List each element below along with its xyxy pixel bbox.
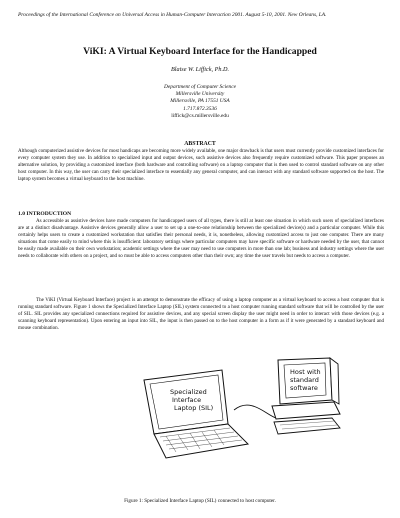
department: Department of Computer Science [163,84,236,90]
host-label-line-3: software [290,384,318,392]
affiliation-block [0,84,400,120]
phone: 1.717.872.3536 [183,105,217,112]
figure-caption: Figure 1: Specialized Interface Laptop (SIL) connected to host computer. [124,498,276,504]
city: Millersville, PA 17551 USA [170,98,230,105]
abstract-text: Although computerized assistive devices for most handicaps are becoming more widely available, one major drawback is that users must currently provide customized interfaces for every computer system they use. In addition to specialized input and output devices, such assistive devices also frequently require customized software. This paper proposes an alternative solution, by providing a customized interface (both hardware and controlling software) on a laptop computer that is then used to control standard software on any other host computer. In this way, the user can carry their specialized interface to essentially any general computer, and can interact with any standard software supported on the host. The laptop system becomes a virtual keyboard to the host machine. [18,148,384,182]
host-label-line-2: standard [290,376,319,384]
email: liffick@cs.millersville.edu [171,112,229,119]
host-label-line-1: Host with [290,368,321,376]
figure-1-illustration [126,352,346,462]
proceedings-header: Proceedings of the International Conference on Universal Access in Human-Computer Interaction 2001. August 5-10, 2001. New Orleans, LA. [18,12,327,18]
abstract-heading: ABSTRACT [184,141,216,147]
laptop-label-line-3: Laptop (SIL) [174,404,214,412]
section-heading: 1.0 INTRODUCTION [18,211,72,217]
host-computer-illustration [272,358,340,434]
author-name: Blaise W. Liffick, Ph.D. [170,66,230,73]
university: Millersville University [175,91,225,98]
paper-title: ViKI: A Virtual Keyboard Interface for the Handicapped [83,46,317,57]
laptop-label-line-1: Specialized [170,388,207,396]
laptop-illustration [144,370,248,458]
laptop-label-line-2: Interface [172,396,202,404]
intro-paragraph-1: As accessible as assistive devices have made computers for handicapped users of all types, there is still at least one situation in which such users of specialized interfaces are at a distinct disadvantage. Assistive devices generally allow a user to set up a one-to-one relationship between the specialized device(s) and a particular computer. While this certainly helps users to create a customized workstation that satisfies their personal needs, it is, nonetheless, allowing customized access to just one computer. There are many situations that come easily to mind where this is insufficient: laboratory settings where particular computers may have specific software or hardware needed by the user, that cannot be easily made available on their own workstation; academic settings where the user may need to use computers in more than one lab; business and industry settings where the user needs to collaborate with others on a project, and so must be able to access computers other than their own; any time the user travels but needs to access a computer. [18,218,384,259]
intro-paragraph-2: The ViKI (Virtual Keyboard Interface) project is an attempt to demonstrate the efficacy of using a laptop computer as a virtual keyboard to access a host computer that is running standard software. Figure 1 shows the Specialized Interface Laptop (SIL) system connected to a host computer running standard software that will be controlled by the user of SIL. SIL provides any specialized connections required for assistive devices, and any special screen display the user might need in order to interact with those devices (e.g. a scanning keyboard representation). Upon entering an input into SIL, the input is then passed on to the host computer in a form as if it were generated by a standard keyboard and mouse combination. [18,297,384,331]
